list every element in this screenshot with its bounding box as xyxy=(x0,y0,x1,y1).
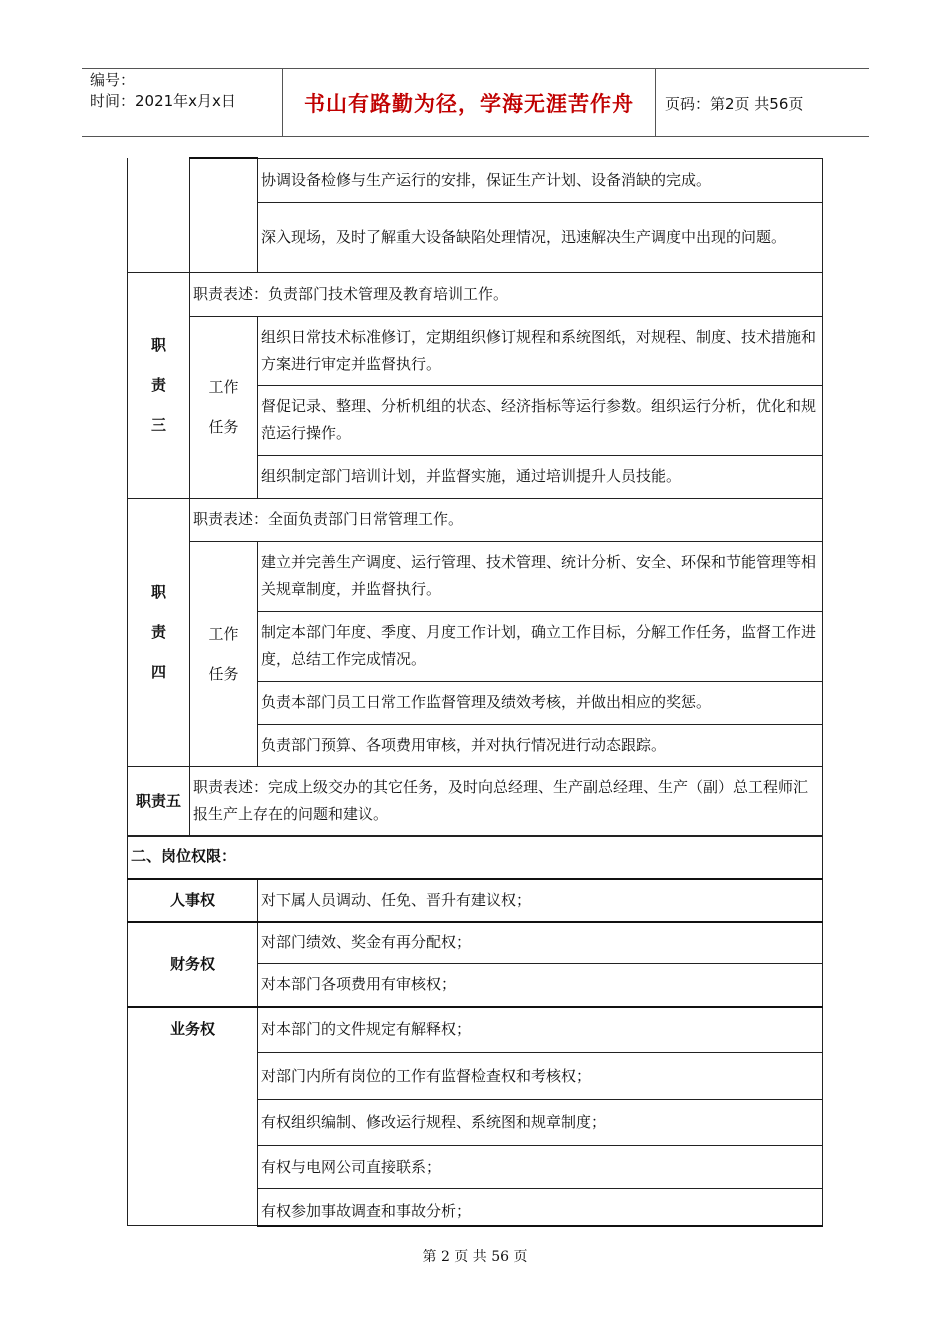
header-motto: 书山有路勤为径，学海无涯苦作舟 xyxy=(304,92,634,116)
task-item: 深入现场，及时了解重大设备缺陷处理情况，迅速解决生产调度中出现的问题。 xyxy=(258,202,823,272)
authority-item: 对部门绩效、奖金有再分配权； xyxy=(258,922,823,964)
header-info xyxy=(90,70,236,112)
duty4-desc: 职责表述：全面负责部门日常管理工作。 xyxy=(190,498,823,541)
header-divider xyxy=(655,68,656,136)
authority-item: 有权参加事故调查和事故分析； xyxy=(258,1189,823,1226)
business-authority-label: 业务权 xyxy=(128,1007,258,1226)
authority-item: 有权与电网公司直接联系； xyxy=(258,1146,823,1189)
task-item: 负责部门预算、各项费用审核，并对执行情况进行动态跟踪。 xyxy=(258,724,823,766)
task-item: 组织制定部门培训计划，并监督实施，通过培训提升人员技能。 xyxy=(258,455,823,498)
authority-section-title: 二、岗位权限： xyxy=(128,836,823,879)
task-item: 协调设备检修与生产运行的安排，保证生产计划、设备消缺的完成。 xyxy=(258,158,823,202)
header-bottom-rule xyxy=(82,136,869,137)
duty5-label: 职责五 xyxy=(128,766,190,836)
duty3-label: 职 责 三 xyxy=(128,272,190,498)
duty3-desc: 职责表述：负责部门技术管理及教育培训工作。 xyxy=(190,272,823,316)
task-item: 制定本部门年度、季度、月度工作计划，确立工作目标，分解工作任务，监督工作进度，总结工作完成情况。 xyxy=(258,611,823,681)
header-top-rule xyxy=(82,68,869,69)
page-counter: 页码：第2页 共56页 xyxy=(665,95,804,113)
authority-item: 对下属人员调动、任免、晋升有建议权； xyxy=(258,879,823,922)
personnel-authority-label: 人事权 xyxy=(128,879,258,922)
duty3-task-label: 工作 任务 xyxy=(190,316,258,498)
duty4-label: 职 责 四 xyxy=(128,498,190,766)
task-item: 督促记录、整理、分析机组的状态、经济指标等运行参数。组织运行分析，优化和规范运行操作。 xyxy=(258,385,823,455)
duty-cont-task-label-cell xyxy=(190,158,258,272)
task-item: 负责本部门员工日常工作监督管理及绩效考核，并做出相应的奖惩。 xyxy=(258,681,823,724)
authority-item: 有权组织编制、修改运行规程、系统图和规章制度； xyxy=(258,1100,823,1146)
task-item: 建立并完善生产调度、运行管理、技术管理、统计分析、安全、环保和节能管理等相关规章制度，并监督执行。 xyxy=(258,541,823,611)
authority-item: 对本部门各项费用有审核权； xyxy=(258,964,823,1007)
duty5-desc: 职责表述：完成上级交办的其它任务，及时向总经理、生产副总经理、生产（副）总工程师汇报生产上存在的问题和建议。 xyxy=(190,766,823,836)
duty-cont-label-cell xyxy=(128,158,190,272)
duties-table xyxy=(127,157,823,837)
page-footer: 第 2 页 共 56 页 xyxy=(422,1249,528,1265)
doc-number-label: 编号： xyxy=(90,71,136,89)
task-item: 组织日常技术标准修订，定期组织修订规程和系统图纸，对规程、制度、技术措施和方案进行审定并监督执行。 xyxy=(258,316,823,385)
header-divider xyxy=(282,68,283,136)
finance-authority-label: 财务权 xyxy=(128,922,258,1007)
authority-item: 对部门内所有岗位的工作有监督检查权和考核权； xyxy=(258,1053,823,1100)
authority-table xyxy=(127,835,823,1227)
duty4-task-label: 工作 任务 xyxy=(190,541,258,766)
authority-item: 对本部门的文件规定有解释权； xyxy=(258,1007,823,1053)
doc-date-label: 时间：2021年x月x日 xyxy=(90,92,236,110)
